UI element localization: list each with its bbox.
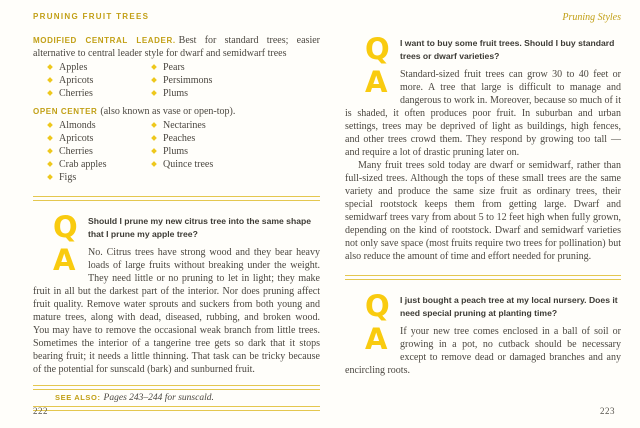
left-page	[33, 12, 320, 411]
see-also-reference: Pages 243–244 for sunscald.	[103, 393, 214, 403]
diamond-bullet-icon	[47, 90, 53, 96]
list-item: Apples	[48, 61, 152, 74]
open-center-list	[33, 119, 320, 184]
diamond-bullet-icon	[47, 122, 53, 128]
diamond-bullet-icon	[151, 135, 157, 141]
modified-central-leader-list	[33, 61, 320, 100]
section-description: Best for standard trees; easier alternative to central leader style for dwarf and semidwarf trees	[33, 35, 320, 59]
divider-rule	[33, 406, 320, 411]
q-drop-cap: Q	[365, 32, 390, 66]
right-page	[345, 12, 621, 377]
list-item: Almonds	[48, 119, 152, 132]
list-item: Apricots	[48, 74, 152, 87]
section-label: OPEN CENTER	[33, 107, 98, 116]
section-modified-central-leader	[33, 34, 320, 60]
list-item: Cherries	[48, 145, 152, 158]
divider-rule	[33, 196, 320, 201]
question-block	[345, 289, 621, 323]
running-header-left: PRUNING FRUIT TREES	[33, 12, 150, 21]
list-item: Persimmons	[152, 74, 320, 87]
a-drop-cap: A	[53, 243, 76, 277]
see-also-text	[33, 390, 320, 406]
diamond-bullet-icon	[47, 77, 53, 83]
answer-text: Standard-sized fruit trees can grow 30 to 40 feet or more. A tree that large is difficult to manage and dangerous to work in. Moreover, because so much of it is shaded, it often produces poor fruit. In suburban and urban settings, trees may be deprived of light as buildings, high fences, and other trees crowd them. They respond by growing too tall — and require a lot of drastic pruning later on.	[345, 69, 621, 158]
page-number-right: 223	[600, 406, 615, 416]
running-header-right: Pruning Styles	[562, 12, 621, 23]
see-also-label: SEE ALSO:	[55, 393, 101, 402]
diamond-bullet-icon	[47, 148, 53, 154]
list-item: Pears	[152, 61, 320, 74]
answer-block	[345, 322, 621, 377]
list-item: Crab apples	[48, 158, 152, 171]
section-description: (also known as vase or open-top).	[100, 106, 236, 117]
question-text: I just bought a peach tree at my local nursery. Does it need special pruning at planting time?	[400, 295, 618, 318]
diamond-bullet-icon	[151, 64, 157, 70]
diamond-bullet-icon	[47, 64, 53, 70]
list-item: Plums	[152, 87, 320, 100]
answer-block	[33, 243, 320, 376]
question-text: I want to buy some fruit trees. Should I buy standard trees or dwarf varieties?	[400, 38, 615, 61]
question-block	[33, 210, 320, 244]
diamond-bullet-icon	[47, 135, 53, 141]
list-item: Apricots	[48, 132, 152, 145]
diamond-bullet-icon	[151, 90, 157, 96]
diamond-bullet-icon	[151, 148, 157, 154]
see-also-box	[33, 385, 320, 411]
divider-rule	[345, 275, 621, 280]
answer-text-continued: Many fruit trees sold today are dwarf or semidwarf, rather than full-sized trees. Although the tops of these small trees are the same variety and produce the same size fruit as ordinary trees, their special rootstock keeps them from getting large. Dwarf and semidwarf trees vary from about 5 to 12 feet high when fully grown, depending on the kind of rootstock. Dwarf and semidwarf varieties not only save space (most fruits require two trees for pollination) but also reduce the amount of time and effort needed for pruning.	[345, 160, 621, 262]
diamond-bullet-icon	[151, 161, 157, 167]
list-item: Nectarines	[152, 119, 320, 132]
section-label: MODIFIED CENTRAL LEADER.	[33, 36, 176, 45]
answer-text: If your new tree comes enclosed in a ball of soil or growing in a pot, no cutback should be necessary except to remove dead or damaged branches and any encircling roots.	[345, 326, 621, 376]
answer-block	[345, 65, 621, 159]
q-drop-cap: Q	[53, 210, 78, 244]
answer-text: No. Citrus trees have strong wood and they bear heavy loads of large fruits without breaking under the weight. They need little or no pruning to let in light; they make fruit in all but the darkest part of the interior. Nor does pruning affect fruit quality. Remove water sprouts and suckers from both young and mature trees, along with dead, diseased, rubbing, and broken wood. You may have to remove the occasional weak branch from little trees. Sometimes the interior of a tangerine tree gets so dark that it stops bearing fruit; it needs a little thinning. That task can be tricky because of the potential for sunscald (bark) and sunburned fruit.	[33, 247, 320, 375]
list-item: Figs	[48, 171, 152, 184]
list-item: Quince trees	[152, 158, 320, 171]
section-open-center	[33, 105, 320, 118]
page-number-left: 222	[33, 406, 48, 416]
list-item: Peaches	[152, 132, 320, 145]
question-block	[345, 32, 621, 66]
diamond-bullet-icon	[47, 174, 53, 180]
q-drop-cap: Q	[365, 289, 390, 323]
diamond-bullet-icon	[151, 122, 157, 128]
a-drop-cap: A	[365, 322, 388, 356]
a-drop-cap: A	[365, 65, 388, 99]
question-text: Should I prune my new citrus tree into the same shape that I prune my apple tree?	[88, 216, 312, 239]
diamond-bullet-icon	[47, 161, 53, 167]
list-item: Plums	[152, 145, 320, 158]
list-item: Cherries	[48, 87, 152, 100]
diamond-bullet-icon	[151, 77, 157, 83]
